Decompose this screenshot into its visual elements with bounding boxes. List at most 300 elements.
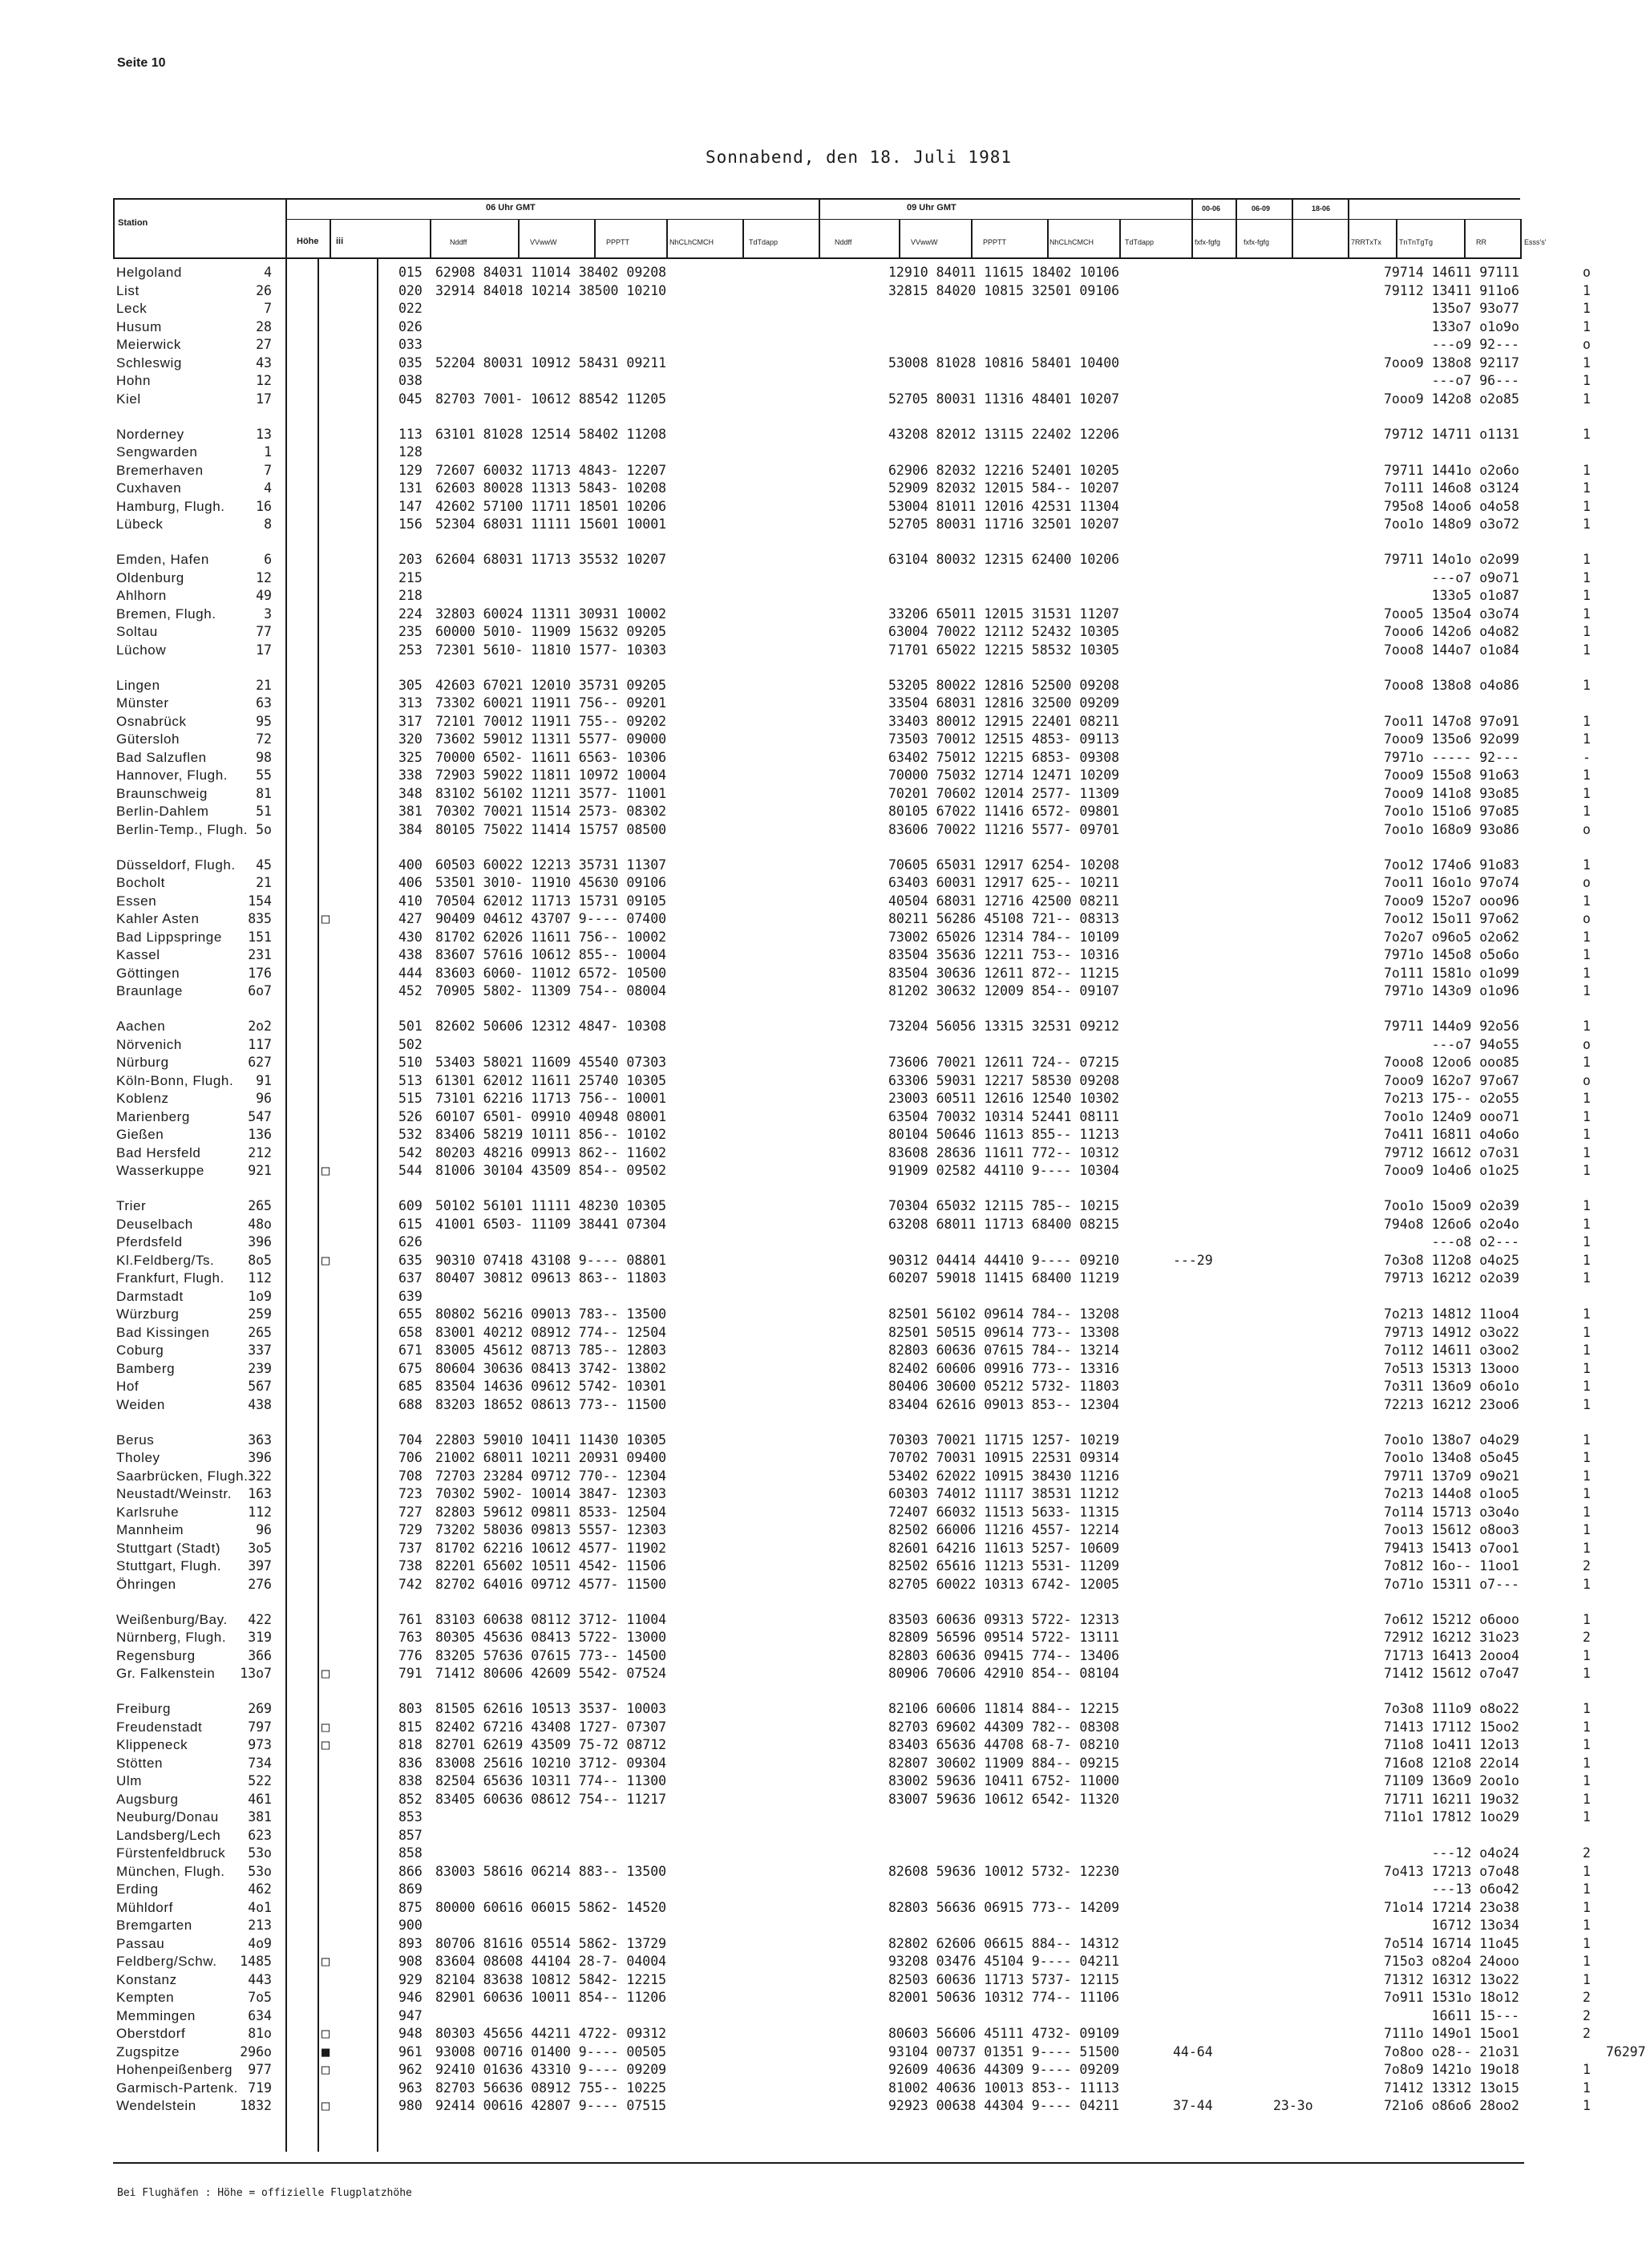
rainfall-rr: 1 xyxy=(1583,1324,1591,1340)
mountain-station-marker: □ xyxy=(322,2098,330,2114)
station-iii: 020 xyxy=(398,282,423,298)
station-hoehe: 422 xyxy=(248,1611,272,1627)
obs-06-group: 73602 59012 11311 5577- 09000 xyxy=(435,731,667,747)
rainfall-rr: 1 xyxy=(1583,1954,1591,1969)
extremes-18-06: 7oo11 147o8 97o91 xyxy=(1384,713,1519,729)
extremes-18-06: 79713 16212 o2o39 xyxy=(1384,1270,1519,1286)
rainfall-rr: 1 xyxy=(1583,1144,1591,1160)
rainfall-rr: 1 xyxy=(1583,1343,1591,1358)
station-hoehe: 51 xyxy=(256,804,272,819)
station-hoehe: 8 xyxy=(264,516,272,532)
station-hoehe: 322 xyxy=(248,1468,272,1484)
station-hoehe: 231 xyxy=(248,947,272,962)
station-hoehe: 212 xyxy=(248,1144,272,1160)
mountain-station-marker: □ xyxy=(322,1719,330,1735)
obs-09-group: 53004 81011 12016 42531 11304 xyxy=(888,498,1120,514)
table-row xyxy=(113,1234,1591,1253)
obs-09-group: 82501 50515 09614 773-- 13308 xyxy=(888,1324,1120,1340)
obs-09-group: 70303 70021 11715 1257- 10219 xyxy=(888,1432,1120,1448)
rainfall-rr: 1 xyxy=(1583,1306,1591,1322)
station-hoehe: 77 xyxy=(256,624,272,639)
station-name: Mannheim xyxy=(116,1522,184,1537)
rainfall-rr: 1 xyxy=(1583,1486,1591,1501)
obs-06-group: 83003 58616 06214 883-- 13500 xyxy=(435,1863,667,1879)
p1806-header: 18-06 xyxy=(1312,205,1331,213)
obs-06-group: 80303 45656 44211 4722- 09312 xyxy=(435,2026,667,2041)
station-name: Hamburg, Flugh. xyxy=(116,498,225,514)
extremes-18-06: 7o114 15713 o3o4o xyxy=(1384,1504,1519,1520)
station-name: Kassel xyxy=(116,947,160,962)
station-name: Lingen xyxy=(116,677,160,693)
station-iii: 963 xyxy=(398,2080,423,2096)
extremes-18-06: 7ooo8 138o8 o4o86 xyxy=(1384,677,1519,693)
station-hoehe: 276 xyxy=(248,1576,272,1592)
station-hoehe: 835 xyxy=(248,911,272,926)
table-row xyxy=(113,1611,1591,1630)
table-row xyxy=(113,713,1591,732)
obs-06-group: 83607 57616 10612 855-- 10004 xyxy=(435,947,667,962)
station-group xyxy=(113,857,1591,1002)
extremes-18-06: 7oo1o 148o9 o3o72 xyxy=(1384,516,1519,532)
obs-06-group: 72301 5610- 11810 1577- 10303 xyxy=(435,642,667,658)
station-name: Norderney xyxy=(116,426,184,442)
obs-06-group: 42602 57100 11711 18501 10206 xyxy=(435,498,667,514)
obs-09-group: 60303 74012 11117 38531 11212 xyxy=(888,1486,1120,1501)
station-iii: 317 xyxy=(398,713,423,729)
obs-06-group: 73202 58036 09813 5557- 12303 xyxy=(435,1522,667,1537)
station-hoehe: 95 xyxy=(256,713,272,729)
extremes-18-06: 72912 16212 31o23 xyxy=(1384,1630,1519,1645)
rainfall-rr: 1 xyxy=(1583,624,1591,639)
extremes-18-06: 133o5 o1o87 xyxy=(1384,588,1519,603)
station-name: Osnabrück xyxy=(116,713,187,729)
station-iii: 609 xyxy=(398,1198,423,1213)
station-iii: 655 xyxy=(398,1306,423,1322)
obs-09-group: 80211 56286 45108 721-- 08313 xyxy=(888,911,1120,926)
b09-col-4: NhCLhCMCH xyxy=(1049,238,1094,246)
extremes-18-06: 79713 14912 o3o22 xyxy=(1384,1324,1519,1340)
station-hoehe: 363 xyxy=(248,1432,272,1448)
rainfall-rr: 1 xyxy=(1583,1108,1591,1124)
rainfall-rr: 1 xyxy=(1583,1504,1591,1520)
rainfall-rr: 1 xyxy=(1583,1379,1591,1394)
table-row xyxy=(113,1954,1591,1972)
rainfall-rr: 1 xyxy=(1583,1666,1591,1681)
rainfall-rr: 1 xyxy=(1583,1055,1591,1070)
station-hoehe: 1485 xyxy=(240,1954,272,1969)
obs-09-group: 73606 70021 12611 724-- 07215 xyxy=(888,1055,1120,1070)
obs-09-group: 52705 80031 11316 48401 10207 xyxy=(888,391,1120,407)
station-name: Weißenburg/Bay. xyxy=(116,1611,228,1627)
p1806-sub-4: Esss's' xyxy=(1524,238,1547,246)
extremes-18-06: 7oo1o 15oo9 o2o39 xyxy=(1384,1198,1519,1213)
station-hoehe: 265 xyxy=(248,1198,272,1213)
gust-00-06: 44-64 xyxy=(1173,2043,1213,2059)
station-name: Bad Kissingen xyxy=(116,1324,210,1340)
b09-col-5: TdTdapp xyxy=(1125,238,1155,246)
station-name: Freiburg xyxy=(116,1701,172,1716)
obs-06-group: 83203 18652 08613 773-- 11500 xyxy=(435,1396,667,1412)
station-iii: 708 xyxy=(398,1468,423,1484)
table-row xyxy=(113,552,1591,570)
extremes-18-06: 7971o 143o9 o1o96 xyxy=(1384,983,1519,998)
extremes-18-06: 794o8 126o6 o2o4o xyxy=(1384,1216,1519,1232)
obs-06-group: 42603 67021 12010 35731 09205 xyxy=(435,677,667,693)
station-iii: 438 xyxy=(398,947,423,962)
station-hoehe: 53o xyxy=(248,1863,272,1879)
rainfall-rr: 1 xyxy=(1583,1127,1591,1142)
p1806-sub-1: 7RRTxTx xyxy=(1351,238,1381,246)
rainfall-rr: 1 xyxy=(1583,1198,1591,1213)
station-iii: 947 xyxy=(398,2007,423,2023)
station-iii: 671 xyxy=(398,1343,423,1358)
station-name: Weiden xyxy=(116,1396,165,1412)
obs-06-group: 21002 68011 10211 20931 09400 xyxy=(435,1450,667,1465)
obs-09-group: 90312 04414 44410 9---- 09210 xyxy=(888,1252,1120,1268)
obs-06-group: 92410 01636 43310 9---- 09209 xyxy=(435,2062,667,2077)
station-iii: 235 xyxy=(398,624,423,639)
obs-09-group: 82502 65616 11213 5531- 11209 xyxy=(888,1558,1120,1573)
station-name: Lüchow xyxy=(116,642,167,658)
station-hoehe: 6 xyxy=(264,552,272,567)
obs-09-group: 80105 67022 11416 6572- 09801 xyxy=(888,804,1120,819)
obs-09-group: 63504 70032 10314 52441 08111 xyxy=(888,1108,1120,1124)
station-hoehe: 337 xyxy=(248,1343,272,1358)
station-name: List xyxy=(116,282,140,298)
table-row xyxy=(113,911,1591,929)
obs-06-group: 62603 80028 11313 5843- 10208 xyxy=(435,480,667,496)
obs-06-group: 82803 59612 09811 8533- 12504 xyxy=(435,1504,667,1520)
extremes-18-06: 7o3o8 112o8 o4o25 xyxy=(1384,1252,1519,1268)
obs-06-group: 81505 62616 10513 3537- 10003 xyxy=(435,1701,667,1716)
obs-09-group: 82402 60606 09916 773-- 13316 xyxy=(888,1360,1120,1376)
rainfall-rr: 1 xyxy=(1583,1396,1591,1412)
rainfall-rr: 1 xyxy=(1583,1971,1591,1987)
snow-esss: 76297 xyxy=(1606,2043,1646,2059)
station-hoehe: 17 xyxy=(256,642,272,658)
table-row xyxy=(113,947,1591,966)
extremes-18-06: 7o411 16811 o4o6o xyxy=(1384,1127,1519,1142)
station-hoehe: 366 xyxy=(248,1647,272,1663)
rainfall-rr: 1 xyxy=(1583,480,1591,496)
block-09-header: 09 Uhr GMT xyxy=(907,203,956,213)
station-name: Nürburg xyxy=(116,1055,169,1070)
station-iii: 218 xyxy=(398,588,423,603)
obs-09-group: 33504 68031 12816 32500 09209 xyxy=(888,695,1120,711)
station-name: Kahler Asten xyxy=(116,911,200,926)
rainfall-rr: o xyxy=(1583,821,1591,837)
station-name: Landsberg/Lech xyxy=(116,1827,221,1843)
obs-06-group: 83001 40212 08912 774-- 12504 xyxy=(435,1324,667,1340)
station-iii: 038 xyxy=(398,373,423,388)
station-iii: 836 xyxy=(398,1755,423,1771)
extremes-18-06: 715o3 o82o4 24ooo xyxy=(1384,1954,1519,1969)
rainfall-rr: 1 xyxy=(1583,1719,1591,1735)
station-iii: 444 xyxy=(398,965,423,981)
station-name: Soltau xyxy=(116,624,158,639)
obs-06-group: 93008 00716 01400 9---- 00505 xyxy=(435,2043,667,2059)
obs-06-group: 90409 04612 43707 9---- 07400 xyxy=(435,911,667,926)
rainfall-rr: 1 xyxy=(1583,1755,1591,1771)
rainfall-rr: 1 xyxy=(1583,1737,1591,1752)
station-name: Passau xyxy=(116,1935,165,1951)
obs-09-group: 63306 59031 12217 58530 09208 xyxy=(888,1072,1120,1088)
obs-09-group: 82803 56636 06915 773-- 14209 xyxy=(888,1899,1120,1915)
rainfall-rr: 1 xyxy=(1583,1611,1591,1627)
rainfall-rr: 1 xyxy=(1583,965,1591,981)
extremes-18-06: 71413 17112 15oo2 xyxy=(1384,1719,1519,1735)
table-row xyxy=(113,1108,1591,1128)
extremes-18-06: 721o6 o86o6 28oo2 xyxy=(1384,2098,1519,2113)
extremes-18-06: 71713 16413 2ooo4 xyxy=(1384,1647,1519,1663)
mountain-station-marker: □ xyxy=(322,1954,330,1970)
p0006-header: 00-06 xyxy=(1202,205,1221,213)
obs-06-group: 70302 5902- 10014 3847- 12303 xyxy=(435,1486,667,1501)
table-row xyxy=(113,391,1591,410)
station-iii: 948 xyxy=(398,2026,423,2041)
station-hoehe: 396 xyxy=(248,1450,272,1465)
station-name: Ahlhorn xyxy=(116,588,167,603)
station-name: Bocholt xyxy=(116,875,165,890)
station-hoehe: 443 xyxy=(248,1971,272,1987)
b06-col-2: VVwwW xyxy=(530,238,557,246)
extremes-18-06: ---o7 96--- xyxy=(1384,373,1519,388)
table-row xyxy=(113,1647,1591,1667)
extremes-18-06: 79711 1441o o2o6o xyxy=(1384,462,1519,478)
station-group xyxy=(113,265,1591,409)
station-hoehe: 265 xyxy=(248,1324,272,1340)
b09-col-1: Nddff xyxy=(835,238,852,246)
obs-06-group: 62908 84031 11014 38402 09208 xyxy=(435,265,667,280)
extremes-18-06: 7o71o 15311 o7--- xyxy=(1384,1576,1519,1592)
station-iii: 113 xyxy=(398,426,423,442)
rainfall-rr: 1 xyxy=(1583,857,1591,873)
extremes-18-06: 7o514 16714 11o45 xyxy=(1384,1935,1519,1951)
station-iii: 015 xyxy=(398,265,423,280)
obs-09-group: 70000 75032 12714 12471 10209 xyxy=(888,767,1120,783)
station-name: Augsburg xyxy=(116,1791,179,1807)
station-name: Aachen xyxy=(116,1019,166,1034)
extremes-18-06: 7oo12 174o6 91o83 xyxy=(1384,857,1519,873)
table-row xyxy=(113,1828,1556,1846)
station-iii: 742 xyxy=(398,1576,423,1592)
obs-09-group: 40504 68031 12716 42500 08211 xyxy=(888,893,1120,909)
extremes-18-06: 7oo12 15o11 97o62 xyxy=(1384,911,1519,926)
station-hoehe: 522 xyxy=(248,1773,272,1788)
obs-06-group: 81702 62026 11611 756-- 10002 xyxy=(435,929,667,945)
obs-09-group: 82503 60636 11713 5737- 12115 xyxy=(888,1971,1120,1987)
table-row xyxy=(113,1630,1591,1648)
station-hoehe: 977 xyxy=(248,2062,272,2077)
station-name: Zugspitze xyxy=(116,2043,180,2059)
extremes-18-06: 7ooo9 162o7 97o67 xyxy=(1384,1072,1519,1088)
station-iii: 815 xyxy=(398,1719,423,1735)
table-row xyxy=(113,1396,1591,1415)
rainfall-rr: o xyxy=(1583,265,1591,280)
extremes-18-06: 7ooo9 138o8 92117 xyxy=(1384,354,1519,371)
station-name: Gießen xyxy=(116,1127,164,1142)
table-row xyxy=(113,1306,1591,1325)
extremes-18-06: 16611 15--- xyxy=(1384,2007,1519,2023)
extremes-18-06: 711o8 1o411 12o13 xyxy=(1384,1737,1519,1752)
obs-09-group: 82106 60606 11814 884-- 12215 xyxy=(888,1701,1120,1716)
station-iii: 626 xyxy=(398,1234,423,1249)
extremes-18-06: ---o9 92--- xyxy=(1384,337,1519,352)
rainfall-rr: 1 xyxy=(1583,1809,1591,1825)
obs-06-group: 83604 08608 44104 28-7- 04004 xyxy=(435,1954,667,1969)
table-row xyxy=(113,1504,1591,1523)
obs-06-group: 41001 6503- 11109 38441 07304 xyxy=(435,1216,667,1232)
table-row xyxy=(113,426,1591,445)
table-row xyxy=(113,677,1591,696)
station-hoehe: 28 xyxy=(256,318,272,334)
obs-06-group: 72101 70012 11911 755-- 09202 xyxy=(435,713,667,729)
station-name: Meierwick xyxy=(116,337,181,352)
station-hoehe: 627 xyxy=(248,1055,272,1070)
station-hoehe: 49 xyxy=(256,588,272,603)
page-number: Seite 10 xyxy=(117,56,166,70)
obs-09-group: 83404 62616 09013 853-- 12304 xyxy=(888,1396,1120,1412)
rainfall-rr: 1 xyxy=(1583,677,1591,693)
obs-09-group: 80603 56606 45111 4732- 09109 xyxy=(888,2026,1120,2041)
station-name: Hannover, Flugh. xyxy=(116,767,228,783)
station-name: Freudenstadt xyxy=(116,1719,203,1735)
rainfall-rr: 1 xyxy=(1583,1791,1591,1807)
extremes-18-06: 7o311 136o9 o6o1o xyxy=(1384,1379,1519,1394)
station-name: Gütersloh xyxy=(116,731,180,747)
obs-09-group: 83002 59636 10411 6752- 11000 xyxy=(888,1773,1120,1788)
station-name: Schleswig xyxy=(116,354,182,371)
obs-09-group: 53008 81028 10816 58401 10400 xyxy=(888,354,1120,371)
rainfall-rr: 1 xyxy=(1583,642,1591,658)
station-iii: 818 xyxy=(398,1737,423,1752)
station-hoehe: 12 xyxy=(256,373,272,388)
obs-09-group: 82802 62606 06615 884-- 14312 xyxy=(888,1935,1120,1951)
obs-09-group: 70702 70031 10915 22531 09314 xyxy=(888,1450,1120,1465)
obs-09-group: 83403 65636 44708 68-7- 08210 xyxy=(888,1737,1120,1752)
table-row xyxy=(113,804,1591,822)
rainfall-rr: o xyxy=(1583,337,1591,352)
station-name: Wendelstein xyxy=(116,2098,196,2113)
extremes-18-06: ---o8 o2--- xyxy=(1384,1234,1519,1249)
station-name: Trier xyxy=(116,1198,147,1213)
station-hoehe: 719 xyxy=(248,2080,272,2096)
station-name: Gr. Falkenstein xyxy=(116,1666,216,1681)
station-name: Stuttgart, Flugh. xyxy=(116,1558,222,1573)
extremes-18-06: 7o8oo o28-- 21o31 xyxy=(1384,2043,1519,2059)
obs-09-group: 82608 59636 10012 5732- 12230 xyxy=(888,1863,1120,1879)
station-hoehe: 259 xyxy=(248,1306,272,1322)
extremes-18-06: 7o2o7 o96o5 o2o62 xyxy=(1384,929,1519,945)
extremes-18-06: 7971o 145o8 o5o6o xyxy=(1384,947,1519,962)
station-iii: 313 xyxy=(398,695,423,711)
obs-09-group: 63104 80032 12315 62400 10206 xyxy=(888,552,1120,567)
rainfall-rr: 1 xyxy=(1583,1701,1591,1716)
obs-06-group: 82402 67216 43408 1727- 07307 xyxy=(435,1719,667,1735)
obs-06-group: 52304 68031 11111 15601 10001 xyxy=(435,516,667,532)
table-row xyxy=(113,893,1591,912)
station-hoehe: 547 xyxy=(248,1108,272,1124)
table-row xyxy=(113,373,1591,391)
table-row xyxy=(113,265,1591,283)
table-row xyxy=(113,1755,1591,1774)
obs-06-group: 61301 62012 11611 25740 10305 xyxy=(435,1072,667,1088)
obs-09-group: 63402 75012 12215 6853- 09308 xyxy=(888,749,1120,765)
obs-09-group: 73503 70012 12515 4853- 09113 xyxy=(888,731,1120,747)
station-hoehe: 55 xyxy=(256,767,272,783)
rainfall-rr: 1 xyxy=(1583,282,1591,298)
table-row xyxy=(113,516,1591,535)
extremes-18-06: 795o8 14oo6 o4o58 xyxy=(1384,498,1519,514)
station-iii: 893 xyxy=(398,1935,423,1951)
table-row xyxy=(113,588,1591,606)
obs-06-group: 90310 07418 43108 9---- 08801 xyxy=(435,1252,667,1268)
rainfall-rr: 1 xyxy=(1583,569,1591,585)
extremes-18-06: 79112 13411 911o6 xyxy=(1384,282,1519,298)
station-hoehe: 438 xyxy=(248,1396,272,1412)
extremes-18-06: 71312 16312 13o22 xyxy=(1384,1971,1519,1987)
station-name: Garmisch-Partenk. xyxy=(116,2080,238,2096)
obs-09-group: 81002 40636 10013 853-- 11113 xyxy=(888,2080,1120,2096)
station-name: Essen xyxy=(116,893,157,909)
obs-09-group: 82601 64216 11613 5257- 10609 xyxy=(888,1540,1120,1556)
station-hoehe: 462 xyxy=(248,1881,272,1897)
station-hoehe: 3o5 xyxy=(248,1540,272,1556)
station-iii: 410 xyxy=(398,893,423,909)
rainfall-rr: 2 xyxy=(1583,1558,1591,1573)
station-name: Karlsruhe xyxy=(116,1504,180,1520)
rainfall-rr: 1 xyxy=(1583,1522,1591,1537)
station-hoehe: 136 xyxy=(248,1127,272,1142)
table-row xyxy=(113,642,1591,661)
station-iii: 338 xyxy=(398,767,423,783)
obs-06-group: 83405 60636 08612 754-- 11217 xyxy=(435,1791,667,1807)
station-iii: 857 xyxy=(398,1827,423,1843)
station-iii: 510 xyxy=(398,1055,423,1070)
station-hoehe: 81o xyxy=(248,2026,272,2041)
table-row xyxy=(113,695,1556,714)
station-hoehe: 96 xyxy=(256,1522,272,1537)
station-iii: 427 xyxy=(398,911,423,926)
station-hoehe: 81 xyxy=(256,785,272,801)
station-name: Braunschweig xyxy=(116,785,208,801)
obs-06-group: 72703 23284 09712 770-- 12304 xyxy=(435,1468,667,1484)
station-group xyxy=(113,1611,1591,1684)
station-name: Öhringen xyxy=(116,1576,176,1592)
station-hoehe: 21 xyxy=(256,677,272,693)
station-iii: 430 xyxy=(398,929,423,945)
obs-09-group: 81202 30632 12009 854-- 09107 xyxy=(888,983,1120,998)
table-row xyxy=(113,2026,1591,2044)
obs-06-group: 60000 5010- 11909 15632 09205 xyxy=(435,624,667,639)
extremes-18-06: 7o213 175-- o2o55 xyxy=(1384,1091,1519,1106)
obs-06-group: 82703 56636 08912 755-- 10225 xyxy=(435,2080,667,2096)
station-hoehe: 4o9 xyxy=(248,1935,272,1951)
station-name: Düsseldorf, Flugh. xyxy=(116,857,236,873)
station-iii: 035 xyxy=(398,354,423,371)
station-iii: 635 xyxy=(398,1252,423,1268)
table-row xyxy=(113,462,1591,481)
station-name: Ulm xyxy=(116,1773,143,1788)
table-row xyxy=(113,821,1591,840)
table-row xyxy=(113,1270,1591,1289)
station-name: Berlin-Temp., Flugh. xyxy=(116,821,249,837)
table-row xyxy=(113,1809,1591,1828)
obs-06-group: 32914 84018 10214 38500 10210 xyxy=(435,282,667,298)
station-iii: 406 xyxy=(398,875,423,890)
station-name: Marienberg xyxy=(116,1108,190,1124)
station-hoehe: 973 xyxy=(248,1737,272,1752)
